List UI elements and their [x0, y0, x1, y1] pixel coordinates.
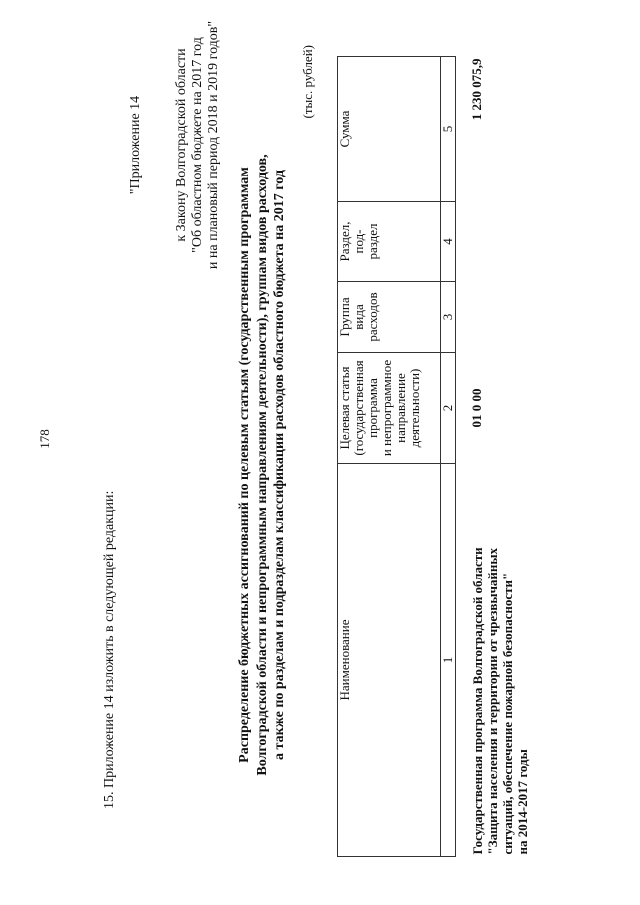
table-header-row [338, 57, 441, 857]
header-section-line: раздел [365, 223, 380, 260]
header-target-article [338, 353, 441, 464]
header-target-line: (государственная [351, 360, 366, 456]
row-name-line: ситуаций, обеспечение пожарной безопасности" [500, 572, 515, 855]
column-number: 2 [441, 353, 456, 464]
header-target-line: программа [365, 378, 380, 438]
row-name-line: Государственная программа Волгоградской области [470, 547, 485, 855]
title-line-2: Волгоградской области и непрограммным направлениям деятельности), группам видов расходов, [254, 154, 270, 776]
column-number: 3 [441, 282, 456, 353]
header-sum: Сумма [338, 57, 441, 202]
title-line-1: Распределение бюджетных ассигнований по целевым статьям (государственным программам [237, 167, 252, 763]
row-section [456, 202, 531, 282]
column-number: 4 [441, 202, 456, 282]
appendix-header [128, 0, 222, 295]
header-target-line: направление [393, 373, 408, 443]
row-name [456, 464, 531, 857]
intro-line: 15. Приложение 14 изложить в следующей редакции: [102, 490, 117, 809]
appendix-law-line: к Закону Волгоградской области [174, 48, 189, 242]
column-number: 1 [441, 464, 456, 857]
appendix-period-line: и на плановый период 2018 и 2019 годов" [206, 20, 221, 270]
units-label: (тыс. рублей) [300, 45, 315, 119]
column-number: 5 [441, 57, 456, 202]
header-target-line: и непрограммное [379, 359, 394, 457]
budget-table [337, 56, 530, 857]
header-group-line: расходов [365, 292, 380, 342]
document-title [236, 125, 289, 805]
header-expense-group [338, 282, 441, 353]
header-target-line: деятельности) [407, 368, 422, 448]
page-number: 178 [37, 429, 52, 449]
header-group-line: Группа [337, 297, 352, 337]
table-column-numbers-row [441, 57, 456, 857]
row-name-line: на 2014-2017 годы [515, 749, 530, 855]
row-name-line: "Защита населения и территории от чрезвычайных [485, 547, 500, 855]
header-section-line: Раздел, [337, 221, 352, 262]
row-sum: 1 230 075,9 [469, 58, 484, 121]
header-section-line: под- [351, 229, 366, 254]
title-line-3: а также по разделам и подразделам классификации расходов областного бюджета на 2017 год [272, 170, 287, 760]
appendix-budget-line: "Об областном бюджете на 2017 год [190, 37, 205, 253]
table-row [456, 57, 531, 857]
row-target-code: 01 0 00 [469, 388, 484, 428]
header-group-line: вида [351, 304, 366, 330]
header-target-line: Целевая статья [337, 366, 352, 450]
row-expense-group [456, 282, 531, 353]
header-name: Наименование [338, 464, 441, 857]
header-section [338, 202, 441, 282]
appendix-title: "Приложение 14 [128, 95, 143, 195]
